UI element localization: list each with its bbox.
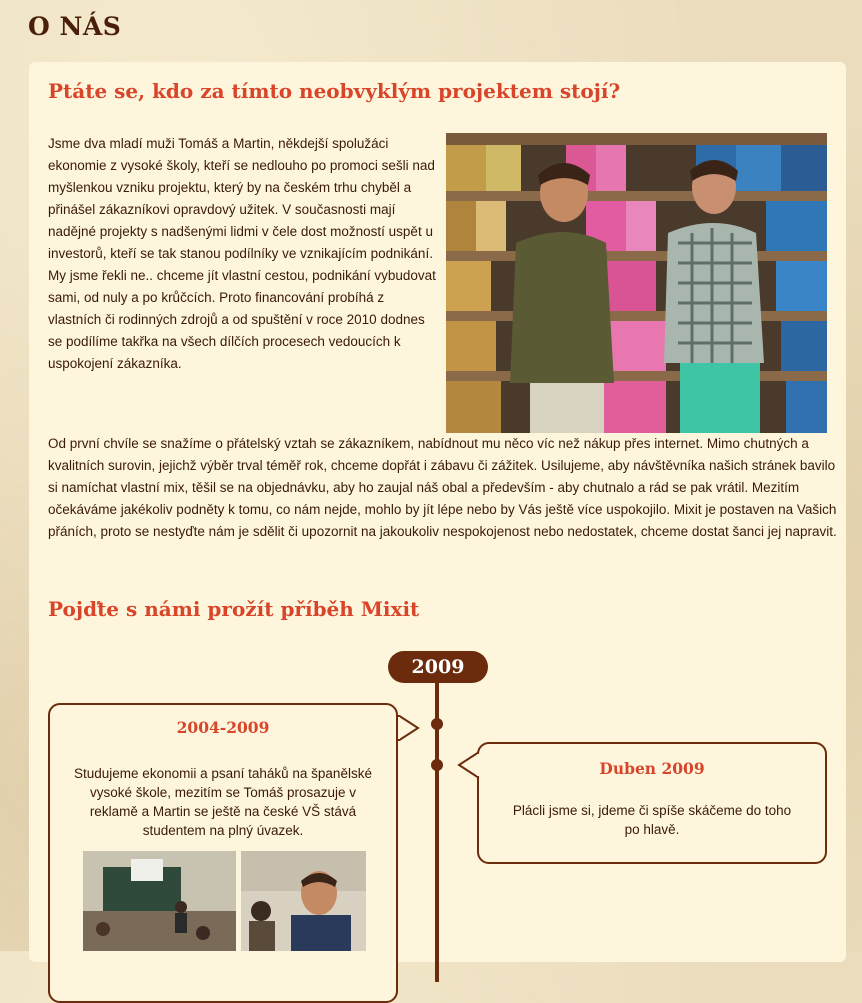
intro-text: Jsme dva mladí muži Tomáš a Martin, někdejší spolužáci ekonomie z vysoké školy, kteří se nedlouho po promoci sešli nad myšlenkou vzniku projektu, který by na českém trhu chyběl a přinášel zákazníkovi opravdový užitek. V současnosti mají nadějné projekty s nadšenými lidmi v čele dost možností uspět u investorů, kteří se tak stanou podílníky ve vznikajícím podnikání. My jsme řekli ne.. chceme jít vlastní cestou, podnikání vybudovat sami, od nuly a po krůčcích. Proto financování probíhá z vlastních či rodinných zdrojů a od spuštění v roce 2010 dodnes se podílíme takřka na všech dílčích procesech vedoucích k uspokojení zákazníka. [48,136,436,371]
timeline-dot [431,759,443,771]
event-text: Plácli jsme si, jdeme či spíše skáčeme do toho po hlavě. [512,803,792,837]
event-thumbnails [83,851,373,961]
pointer-left-icon [457,752,479,778]
event-text: Studujeme ekonomii a psaní taháků na španělské vysoké škole, mezitím se Tomáš prosazuje v reklamě a Martin se ještě na české VŠ stává studentem na plný úvazek. [74,766,372,838]
student-photo [241,851,366,951]
timeline-event [48,703,398,1003]
founders-photo [446,133,827,433]
timeline-dot [431,718,443,730]
classroom-photo-graphic [83,851,236,951]
timeline-event [477,742,827,864]
classroom-photo [83,851,236,951]
year-badge: 2009 [388,651,488,683]
about-paragraph: Od první chvíle se snažíme o přátelský vztah se zákazníkem, nabídnout mu něco víc než nákup přes internet. Mimo chutných a kvalitních surovin, jejichž výběr trval téměř rok, chceme dopřát i zábavu či zážitek. Usilujeme, aby návštěvníka našich stránek bavilo si namíchat vlastní mix, těšil se na objednávku, aby ho zaujal náš obal a především - aby chutnalo a rád se pak vrátil. Mezitím očekáváme jakékoliv podněty k tomu, co nám nejde, mohlo by jít lépe nebo by Vás ještě více uspokojilo. Mixit je postaven na Vašich přáních, proto se nestyďte nám je sdělit či upozornit na jakoukoliv nespokojenost nebo nedostatek, chceme dostat šanci jej napravit. [48,436,837,539]
page-title: O NÁS [28,12,122,41]
student-photo-graphic [241,851,366,951]
intro-heading: Ptáte se, kdo za tímto neobvyklým projektem stojí? [48,79,621,103]
story-heading: Pojďte s námi prožít příběh Mixit [48,597,420,621]
event-title: Duben 2009 [599,759,705,778]
event-title: 2004-2009 [176,718,270,737]
founders-photo-graphic [446,133,827,433]
about-card [29,62,846,962]
pointer-right-icon [398,715,420,741]
